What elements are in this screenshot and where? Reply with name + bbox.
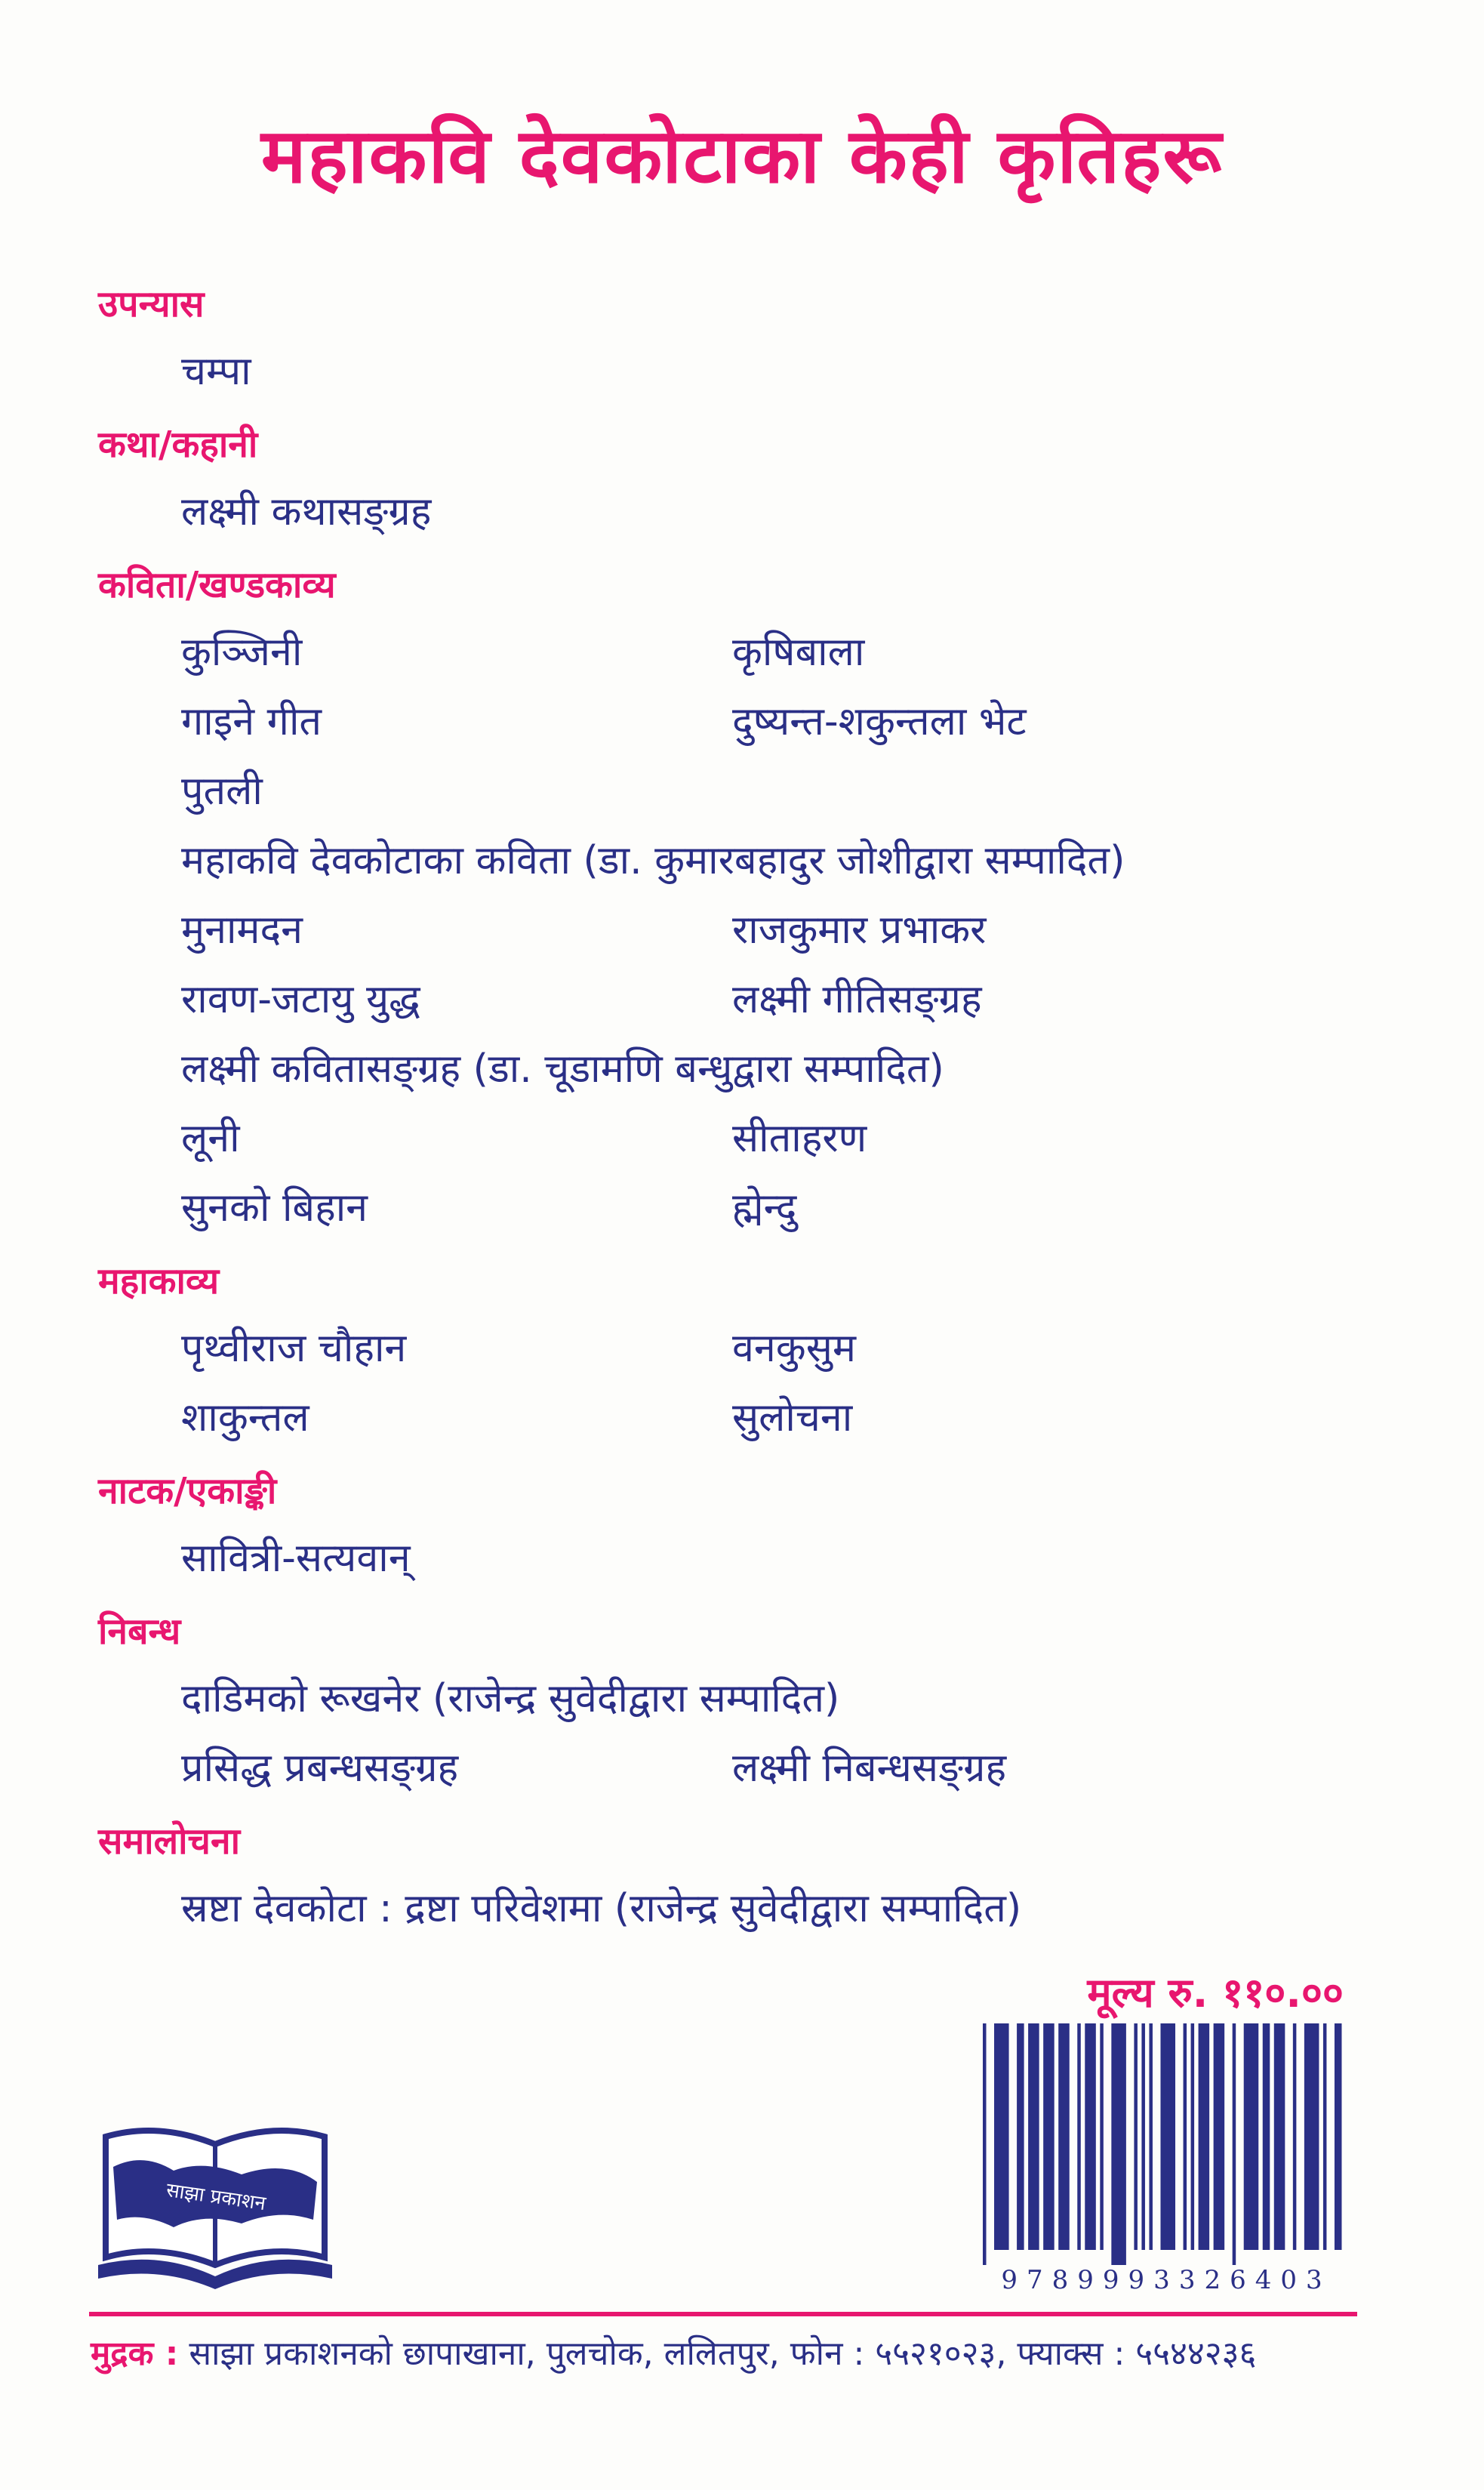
work-row [98, 1104, 1381, 1173]
barcode-bar [1263, 2023, 1270, 2250]
barcode-bar [1214, 2023, 1225, 2250]
barcode-bar [994, 2023, 1009, 2250]
footer-divider [89, 2312, 1357, 2316]
work-row [98, 895, 1381, 965]
barcode-bar [1134, 2023, 1138, 2250]
barcode-bar [1100, 2023, 1104, 2250]
work-title: पुतली [181, 769, 263, 814]
work-row [98, 1383, 1381, 1453]
work-row [98, 1314, 1381, 1383]
price-label: मूल्य रु. ११०.०० [1087, 1969, 1344, 2017]
work-title: सीताहरण [732, 1116, 867, 1161]
work-title: प्रसिद्ध प्रबन्धसङ्ग्रह [181, 1746, 459, 1791]
work-row [98, 965, 1381, 1034]
svg-text:साझा प्रकाशन: साझा प्रकाशन [165, 2178, 267, 2216]
work-title: मुनामदन [181, 908, 303, 953]
work-title: रावण-जटायु युद्ध [181, 977, 420, 1022]
section [98, 1599, 1381, 1803]
work-row [98, 1664, 1381, 1733]
section [98, 272, 1381, 406]
barcode-bar [1274, 2023, 1285, 2250]
barcode-bar [1199, 2023, 1210, 2250]
work-title: वनकुसुम [732, 1326, 856, 1371]
work-row [98, 757, 1381, 826]
work-title: दुष्यन्त-शकुन्तला भेट [732, 699, 1027, 744]
work-title: सुलोचना [732, 1395, 853, 1441]
work-title: गाइने गीत [181, 699, 322, 744]
work-title: लक्ष्मी कवितासङ्ग्रह (डा. चूडामणि बन्धुद्वारा सम्पादित) [181, 1046, 944, 1092]
barcode-bar [1304, 2023, 1319, 2250]
barcode-bar [983, 2023, 987, 2265]
section-heading: कथा/कहानी [98, 424, 258, 466]
section [98, 1809, 1381, 1943]
work-title: पृथ्वीराज चौहान [181, 1326, 407, 1371]
work-row [98, 1524, 1381, 1593]
section [98, 412, 1381, 547]
section [98, 1459, 1381, 1593]
barcode-bars [978, 2023, 1354, 2265]
open-book-icon [91, 2106, 340, 2295]
work-row [98, 477, 1381, 547]
barcode-bar [1160, 2023, 1175, 2250]
barcode-bar [1244, 2023, 1259, 2250]
section-heading: उपन्यास [98, 283, 205, 325]
work-row [98, 337, 1381, 406]
work-row [98, 826, 1381, 895]
barcode-bar [1017, 2023, 1024, 2250]
section [98, 553, 1381, 1243]
work-title: लूनी [181, 1116, 240, 1161]
work-title: लक्ष्मी निबन्धसङ्ग्रह [732, 1746, 1007, 1791]
barcode-bar [1141, 2023, 1145, 2250]
barcode-bar [1058, 2023, 1070, 2250]
work-title: कृषिबाला [732, 630, 865, 675]
barcode-bar [1043, 2023, 1055, 2250]
section [98, 1249, 1381, 1453]
barcode-bar [1293, 2023, 1297, 2250]
work-title: लक्ष्मी कथासङ्ग्रह [181, 489, 432, 535]
barcode-bar [1233, 2023, 1236, 2265]
work-title: ह्मेन्दु [732, 1185, 797, 1231]
section-heading: नाटक/एकाङ्की [98, 1470, 277, 1512]
work-title: महाकवि देवकोटाका कविता (डा. कुमारबहादुर जोशीद्वारा सम्पादित) [181, 838, 1125, 883]
publisher-logo [91, 2106, 340, 2295]
barcode-digits: 9789993326403 [1001, 2265, 1332, 2295]
works-list [98, 272, 1381, 1949]
work-row [98, 1034, 1381, 1104]
barcode-bar [1077, 2023, 1081, 2250]
section-heading: समालोचना [98, 1820, 241, 1863]
barcode-bar [1191, 2023, 1195, 2250]
barcode-bar [1149, 2023, 1153, 2250]
work-title: सावित्री-सत्यवान् [181, 1536, 411, 1581]
section-heading: निबन्ध [98, 1610, 181, 1653]
barcode-bar [1028, 2023, 1039, 2250]
work-row [98, 1874, 1381, 1943]
printer-label: मुद्रक : [91, 2334, 179, 2373]
work-title: शाकुन्तल [181, 1395, 309, 1441]
work-title: लक्ष्मी गीतिसङ्ग्रह [732, 977, 982, 1022]
work-title: राजकुमार प्रभाकर [732, 908, 987, 953]
printer-info [91, 2329, 1374, 2374]
work-row [98, 687, 1381, 757]
barcode-bar [1335, 2023, 1342, 2250]
work-title: सुनको बिहान [181, 1185, 368, 1231]
barcode-bar [1085, 2023, 1096, 2250]
section-heading: महाकाव्य [98, 1260, 220, 1302]
work-title: चम्पा [181, 349, 251, 394]
work-row [98, 618, 1381, 687]
work-row [98, 1173, 1381, 1243]
work-title: कुञ्जिनी [181, 630, 303, 675]
section-heading: कविता/खण्डकाव्य [98, 564, 336, 606]
isbn-barcode [978, 2023, 1354, 2299]
barcode-bar [1111, 2023, 1126, 2265]
barcode-bar [1323, 2023, 1327, 2250]
barcode-bar [1184, 2023, 1187, 2250]
printer-details: साझा प्रकाशनको छापाखाना, पुलचोक, ललितपुर, फोन : ५५२१०२३, फ्याक्स : ५५४४२३६ [189, 2334, 1257, 2373]
page-title: महाकवि देवकोटाका केही कृतिहरू [260, 112, 1224, 200]
work-row [98, 1733, 1381, 1803]
work-title: स्रष्टा देवकोटा : द्रष्टा परिवेशमा (राजेन्द्र सुवेदीद्वारा सम्पादित) [181, 1886, 1022, 1931]
work-title: दाडिमको रूखनेर (राजेन्द्र सुवेदीद्वारा सम्पादित) [181, 1676, 840, 1721]
